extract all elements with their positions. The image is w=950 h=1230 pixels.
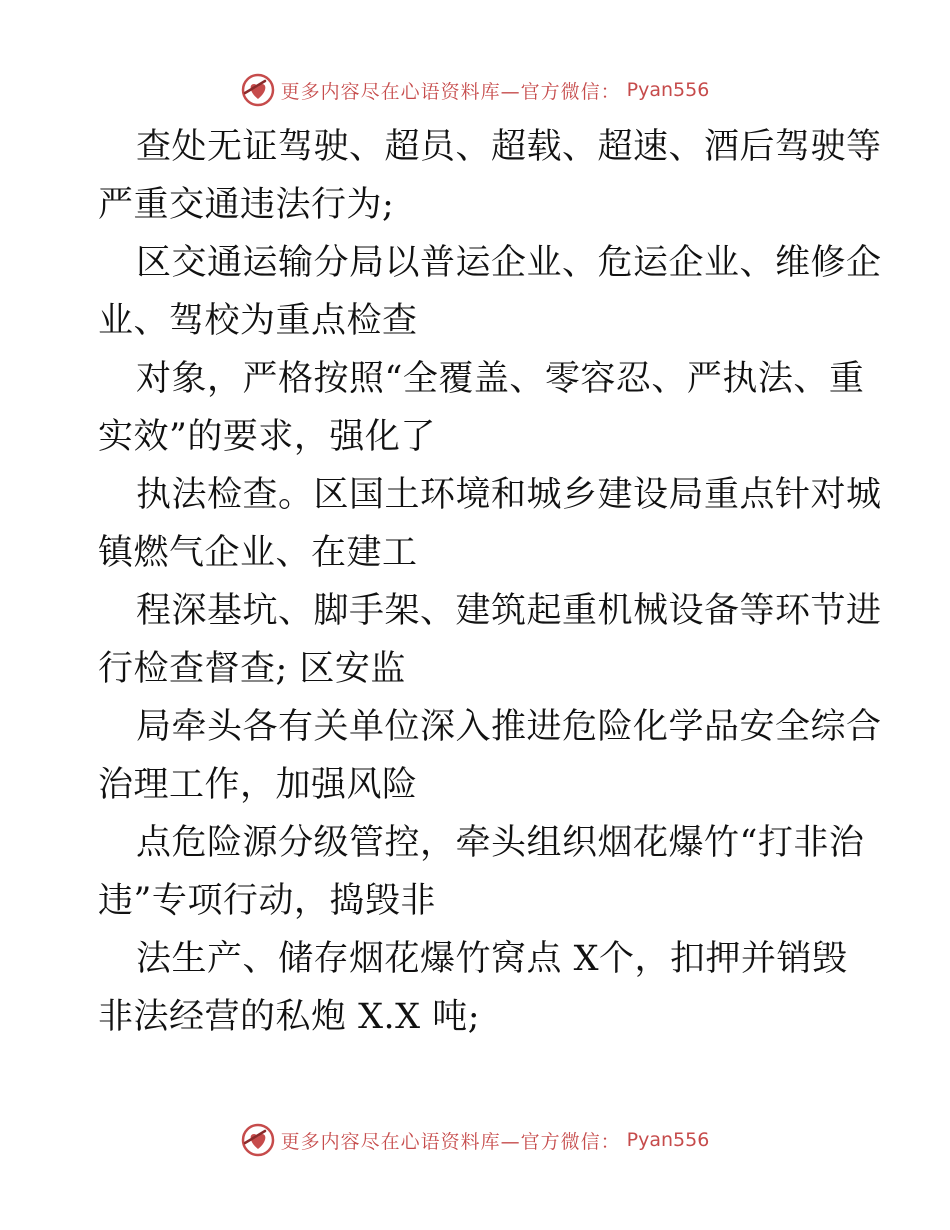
- text-line: 局牵头各有关单位深入推进危险化学品安全综合: [136, 707, 882, 747]
- text-line: 治理工作，加强风险: [98, 765, 418, 805]
- text-line: 程深基坑、脚手架、建筑起重机械设备等环节进: [136, 591, 882, 631]
- watermark-account: Pyan556: [626, 1129, 710, 1151]
- text-line: 区交通运输分局以普运企业、危运企业、维修企: [136, 243, 882, 283]
- text-line: 非法经营的私炮 X.X 吨;: [98, 997, 481, 1037]
- text-line: 法生产、储存烟花爆竹窝点 X个，扣押并销毁: [136, 939, 848, 979]
- watermark-text: 更多内容尽在心语资料库—官方微信：: [280, 1130, 621, 1153]
- text-line: 业、驾校为重点检查: [98, 301, 418, 341]
- heart-logo-icon: [241, 1123, 275, 1157]
- text-line: 镇燃气企业、在建工: [98, 533, 418, 573]
- watermark-text: 更多内容尽在心语资料库—官方微信：: [280, 80, 621, 103]
- footer-watermark: [0, 1120, 950, 1160]
- text-line: 执法检查。区国土环境和城乡建设局重点针对城: [136, 475, 882, 515]
- heart-logo-icon: [241, 73, 275, 107]
- watermark-account: Pyan556: [626, 79, 710, 101]
- text-line: 对象，严格按照“全覆盖、零容忍、严执法、重: [136, 359, 865, 399]
- text-line: 点危险源分级管控，牵头组织烟花爆竹“打非治: [136, 823, 865, 863]
- document-body: [98, 118, 882, 1046]
- header-watermark: [0, 70, 950, 110]
- text-line: 行检查督查; 区安监: [98, 649, 406, 689]
- text-line: 违”专项行动，捣毁非: [98, 881, 436, 921]
- text-line: 严重交通违法行为;: [98, 185, 395, 225]
- text-line: 查处无证驾驶、超员、超载、超速、酒后驾驶等: [136, 127, 882, 167]
- text-line: 实效”的要求，强化了: [98, 417, 436, 457]
